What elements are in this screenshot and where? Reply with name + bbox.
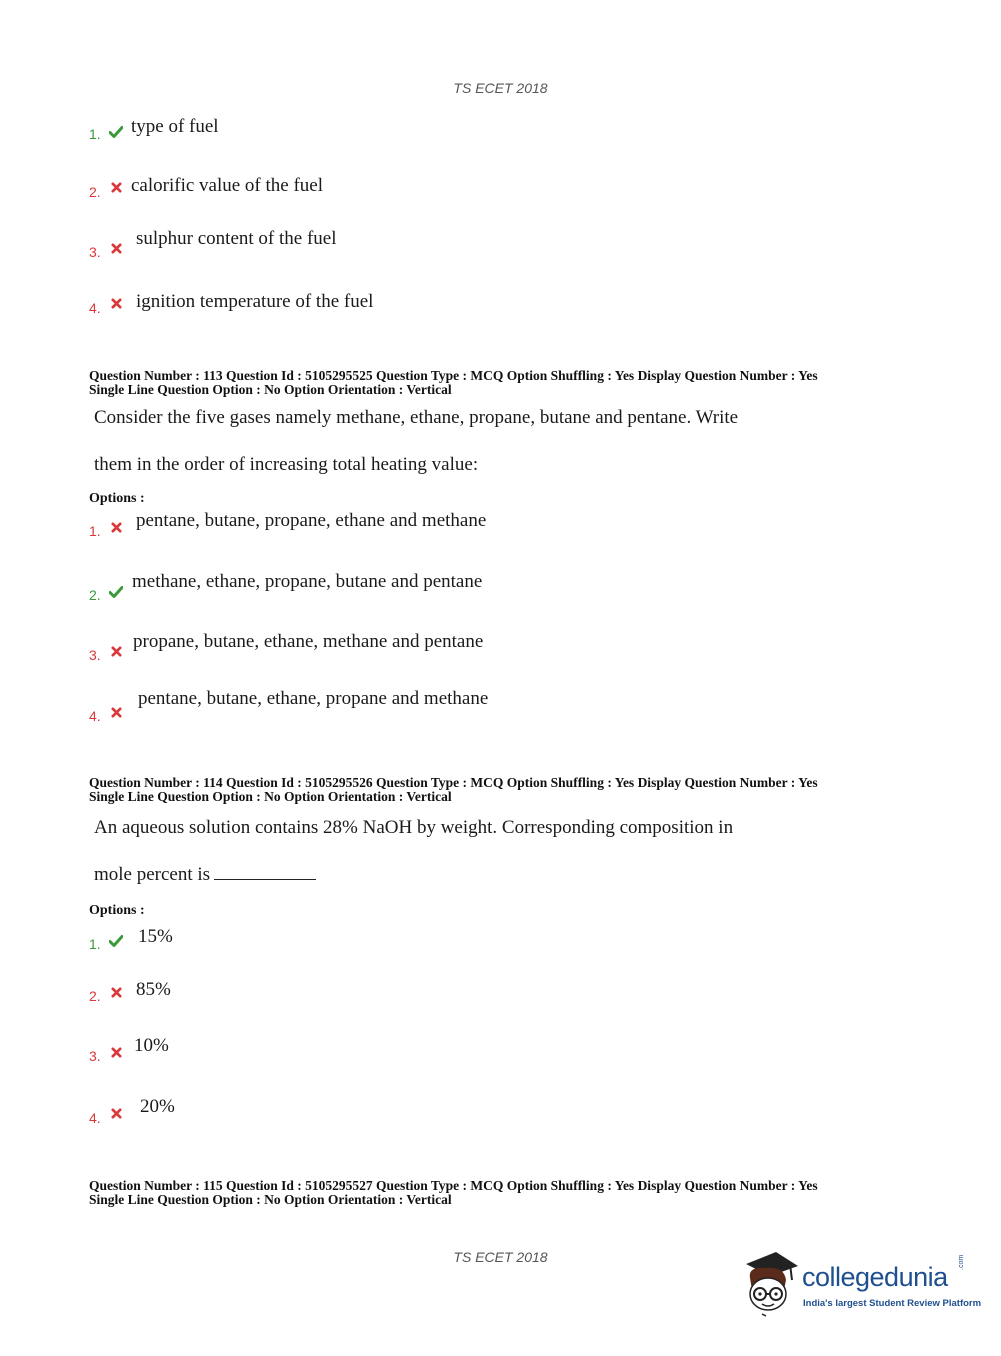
question-text: Consider the five gases namely methane, ethane, propane, butane and pentane. Write bbox=[94, 407, 739, 428]
answer-blank bbox=[214, 865, 316, 880]
wrong-cross-icon bbox=[111, 298, 122, 309]
question-text-part: mole percent is bbox=[94, 864, 211, 885]
option-text: 20% bbox=[140, 1096, 175, 1117]
option-number: 2. bbox=[89, 184, 101, 200]
logo-tagline: India's largest Student Review Platform bbox=[803, 1298, 982, 1309]
options-label: Options : bbox=[89, 491, 145, 506]
question-meta: Question Number : 114 Question Id : 5105295526 Question Type : MCQ Option Shuffling : Yes Display Question Number : Yes bbox=[89, 775, 818, 790]
option-number: 4. bbox=[89, 300, 101, 316]
option-number: 1. bbox=[89, 936, 101, 952]
question-text bbox=[94, 864, 316, 886]
option-number: 4. bbox=[89, 1110, 101, 1126]
wrong-cross-icon bbox=[111, 522, 122, 533]
option-text: 15% bbox=[138, 926, 173, 947]
question-meta: Question Number : 115 Question Id : 5105295527 Question Type : MCQ Option Shuffling : Yes Display Question Number : Yes bbox=[89, 1178, 818, 1193]
option-text: 85% bbox=[136, 979, 171, 1000]
correct-check-icon bbox=[109, 934, 123, 948]
option-number: 3. bbox=[89, 647, 101, 663]
option-number: 2. bbox=[89, 988, 101, 1004]
question-text: An aqueous solution contains 28% NaOH by weight. Corresponding composition in bbox=[94, 817, 734, 838]
option-text: methane, ethane, propane, butane and pentane bbox=[132, 571, 483, 592]
wrong-cross-icon bbox=[111, 1047, 122, 1058]
option-text: ignition temperature of the fuel bbox=[136, 291, 374, 312]
options-label: Options : bbox=[89, 903, 145, 918]
page-footer: TS ECET 2018 bbox=[453, 1249, 548, 1265]
question-meta: Single Line Question Option : No Option Orientation : Vertical bbox=[89, 1192, 452, 1207]
page-header: TS ECET 2018 bbox=[453, 80, 548, 96]
option-number: 4. bbox=[89, 708, 101, 724]
option-number: 2. bbox=[89, 587, 101, 603]
option-text: pentane, butane, propane, ethane and methane bbox=[136, 510, 487, 531]
option-text: propane, butane, ethane, methane and pentane bbox=[133, 631, 484, 652]
wrong-cross-icon bbox=[111, 182, 122, 193]
option-text: sulphur content of the fuel bbox=[136, 228, 337, 249]
option-number: 3. bbox=[89, 1048, 101, 1064]
wrong-cross-icon bbox=[111, 707, 122, 718]
option-text: pentane, butane, ethane, propane and methane bbox=[138, 688, 489, 709]
collegedunia-logo bbox=[740, 1250, 982, 1320]
wrong-cross-icon bbox=[111, 243, 122, 254]
option-text: type of fuel bbox=[131, 116, 219, 137]
question-meta: Single Line Question Option : No Option Orientation : Vertical bbox=[89, 789, 452, 804]
correct-check-icon bbox=[109, 585, 123, 599]
option-text: 10% bbox=[134, 1035, 169, 1056]
correct-check-icon bbox=[109, 125, 123, 139]
option-text: calorific value of the fuel bbox=[131, 175, 324, 196]
wrong-cross-icon bbox=[111, 987, 122, 998]
logo-wordmark: collegedunia bbox=[802, 1262, 948, 1292]
wrong-cross-icon bbox=[111, 1108, 122, 1119]
option-number: 1. bbox=[89, 126, 101, 142]
option-number: 3. bbox=[89, 244, 101, 260]
question-meta: Question Number : 113 Question Id : 5105295525 Question Type : MCQ Option Shuffling : Yes Display Question Number : Yes bbox=[89, 368, 818, 383]
logo-com: .com bbox=[958, 1254, 965, 1270]
question-text: them in the order of increasing total heating value: bbox=[94, 454, 479, 475]
wrong-cross-icon bbox=[111, 646, 122, 657]
question-meta: Single Line Question Option : No Option Orientation : Vertical bbox=[89, 382, 452, 397]
option-number: 1. bbox=[89, 523, 101, 539]
mascot-icon bbox=[740, 1250, 802, 1320]
